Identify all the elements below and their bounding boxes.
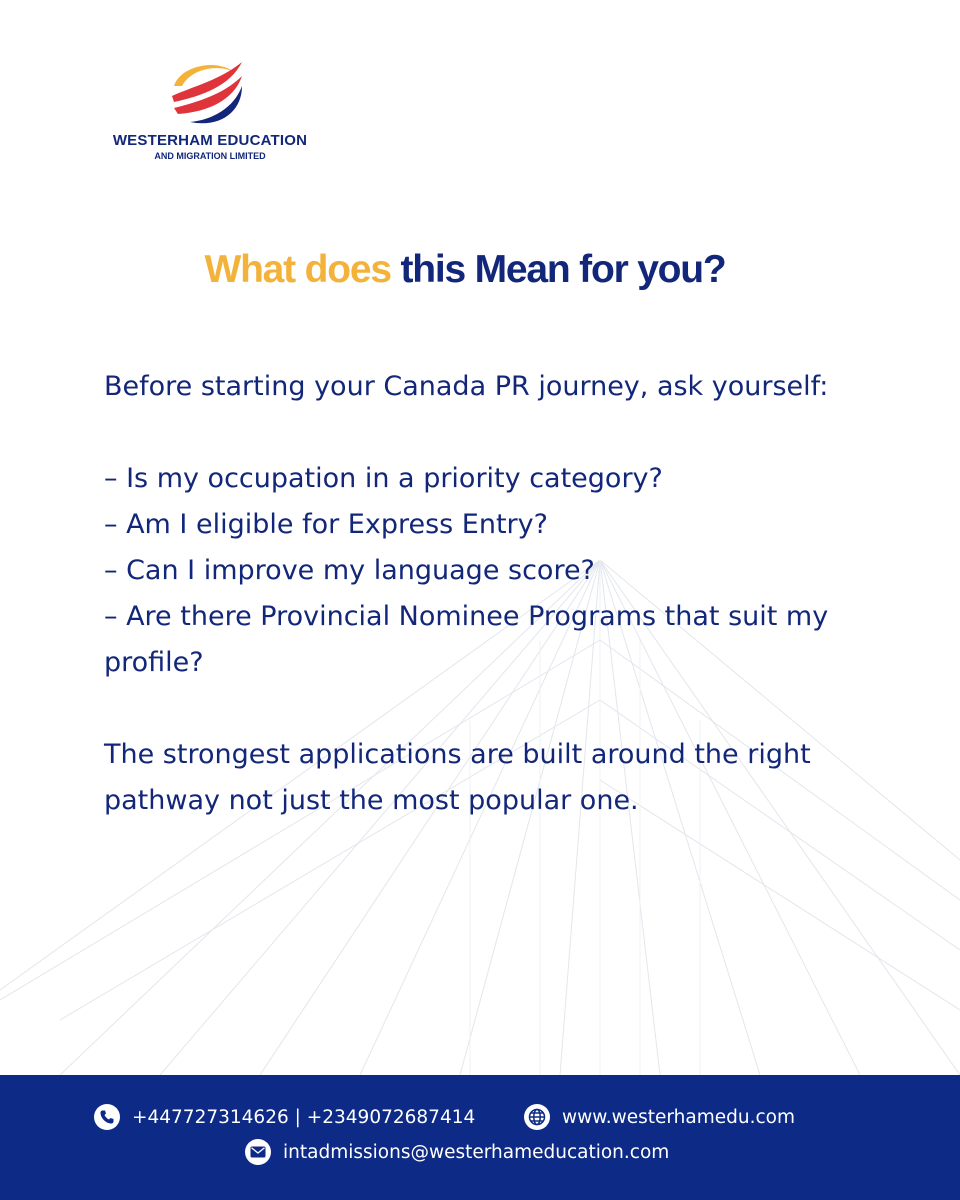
phone-numbers: +447727314626 | +2349072687414 [132, 1106, 476, 1128]
globe-icon [524, 1104, 550, 1130]
page-heading [0, 248, 930, 292]
phone-icon [94, 1104, 120, 1130]
heading-main: this Mean for you? [400, 248, 726, 291]
body-content [104, 364, 904, 824]
question-item: – Can I improve my language score? [104, 555, 595, 586]
logo-company-subtitle: AND MIGRATION LIMITED [154, 151, 266, 161]
heading-accent: What does [204, 248, 391, 291]
email-link[interactable] [245, 1139, 669, 1165]
contact-footer [0, 1075, 960, 1200]
envelope-icon [245, 1139, 271, 1165]
website-link[interactable] [524, 1104, 795, 1130]
question-item: – Am I eligible for Express Entry? [104, 509, 548, 540]
closing-paragraph: The strongest applications are built around the right pathway not just the most popular one. [104, 739, 811, 816]
intro-paragraph: Before starting your Canada PR journey, ask yourself: [104, 371, 829, 402]
phone-contact[interactable] [94, 1104, 475, 1130]
email-address: intadmissions@westerhameducation.com [283, 1141, 670, 1163]
logo-company-name: WESTERHAM EDUCATION [112, 132, 308, 149]
company-logo [110, 56, 310, 166]
question-item: – Are there Provincial Nominee Programs that suit my profile? [104, 601, 829, 678]
logo-swoosh-icon [168, 56, 246, 128]
website-url: www.westerhamedu.com [562, 1106, 795, 1128]
question-item: – Is my occupation in a priority category? [104, 463, 663, 494]
